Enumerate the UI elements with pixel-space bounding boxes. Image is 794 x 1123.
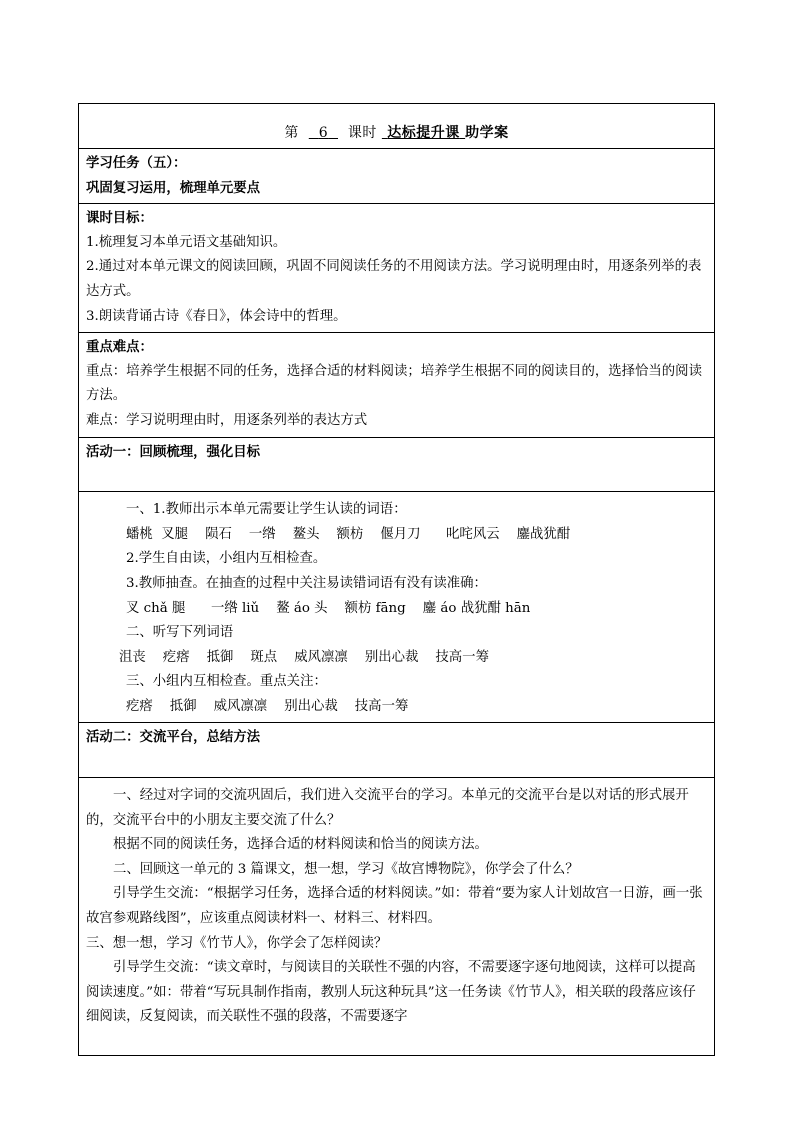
- title-topic: 达标提升课: [387, 125, 460, 141]
- activity1-line: 3.教师抽查。在抽查的过程中关注易读错词语有没有读准确：: [126, 575, 487, 591]
- keypoints-row: [79, 333, 715, 437]
- keypoints-cell: [79, 333, 715, 437]
- activity1-word-list: 蟠桃 叉腿 陨石 一绺 鳌头 额枋 偃月刀 叱咤风云 鏖战犹酣: [126, 526, 571, 542]
- activity2-heading: 活动二：交流平台，总结方法: [86, 729, 261, 746]
- activity1-line: 一、1.教师出示本单元需要让学生认读的词语：: [126, 502, 407, 518]
- objectives-row: [79, 204, 715, 333]
- objective-item: 3.朗读背诵古诗《春日》，体会诗中的哲理。: [86, 308, 347, 324]
- activity2-blank: [86, 750, 707, 774]
- activity2-paragraph: 引导学生交流：“根据学习任务，选择合适的材料阅读。”如：带着“要为家人计划故宫一日游，画一张故宫参观路线图”，应该重点阅读材料一、材料三、材料四。: [86, 886, 703, 927]
- activity1-focus-list: 疙瘩 抵御 威风凛凛 别出心裁 技高一筹: [126, 698, 409, 714]
- keypoints-focus: 重点：培养学生根据不同的任务，选择合适的材料阅读；培养学生根据不同的阅读目的，选择恰当的阅读方法。: [86, 363, 702, 404]
- title-number: 6: [318, 125, 329, 141]
- activity2-paragraph: 一、经过对字词的交流巩固后，我们进入交流平台的学习。本单元的交流平台是以对话的形式展开的，交流平台中的小朋友主要交流了什么？: [86, 788, 689, 828]
- activity1-line: 三、小组内互相检查。重点关注：: [126, 674, 327, 690]
- activity2-heading-cell: [79, 723, 715, 778]
- activity1-heading-row: [79, 437, 715, 492]
- keypoints-heading: 重点难点：: [86, 339, 153, 356]
- activity1-line: 2.学生自由读，小组内互相检查。: [126, 551, 327, 567]
- activity2-heading-row: [79, 723, 715, 778]
- activity2-paragraph: 引导学生交流：“读文章时，与阅读目的关联性不强的内容，不需要逐字逐句地阅读，这样可以提高阅读速度。”如：带着“写玩具制作指南，教别人玩这种玩具”这一任务读《竹节人》，相关联的段落应该仔细阅读，反复阅读，而关联性不强的段落，不需要逐字: [86, 960, 696, 1025]
- activity1-blank: [86, 464, 707, 488]
- activity2-paragraph: 二、回顾这一单元的 3 篇课文，想一想，学习《故宫博物院》，你学会了什么？: [113, 861, 579, 877]
- lesson-table: [78, 103, 715, 1056]
- title-suffix: 助学案: [465, 125, 509, 141]
- task-subheading: 巩固复习运用，梳理单元要点: [86, 179, 261, 196]
- objective-item: 2.通过对本单元课文的阅读回顾，巩固不同阅读任务的不用阅读方法。学习说明理由时，用逐条列举的表达方式。: [86, 259, 702, 299]
- activity2-paragraph: 根据不同的阅读任务，选择合适的材料阅读和恰当的阅读方法。: [113, 837, 488, 853]
- objectives-cell: [79, 204, 715, 333]
- activity2-body-cell: [79, 778, 715, 1056]
- task-row: [79, 149, 715, 204]
- objectives-heading: 课时目标：: [86, 210, 153, 227]
- task-heading: 学习任务（五）：: [86, 155, 187, 171]
- activity1-heading-cell: [79, 437, 715, 492]
- activity2-paragraph: 三、想一想，学习《竹节人》，你学会了怎样阅读？: [86, 935, 388, 951]
- title-prefix: 第: [284, 125, 299, 141]
- activity1-body-cell: [79, 492, 715, 723]
- page-title: [284, 123, 508, 143]
- activity2-body-row: [79, 778, 715, 1056]
- objective-item: 1.梳理复习本单元语文基础知识。: [86, 234, 287, 250]
- keypoints-difficulty: 难点：学习说明理由时，用逐条列举的表达方式: [86, 412, 368, 428]
- activity1-body-row: [79, 492, 715, 723]
- activity1-line: 二、听写下列词语: [126, 625, 234, 641]
- title-mid: 课时: [347, 125, 377, 141]
- task-cell: [79, 149, 715, 204]
- title-cell: [79, 104, 715, 149]
- title-row: [79, 104, 715, 149]
- activity1-pinyin-list: 叉 chǎ 腿 一绺 liǔ 鳌 áo 头 额枋 fāng 鏖 áo 战犹酣 hān: [126, 600, 531, 616]
- activity1-heading: 活动一：回顾梳理，强化目标: [86, 443, 261, 460]
- activity1-dictation-list: 沮丧 疙瘩 抵御 斑点 威风凛凛 别出心裁 技高一筹: [119, 649, 489, 665]
- lesson-sheet: [78, 103, 715, 1056]
